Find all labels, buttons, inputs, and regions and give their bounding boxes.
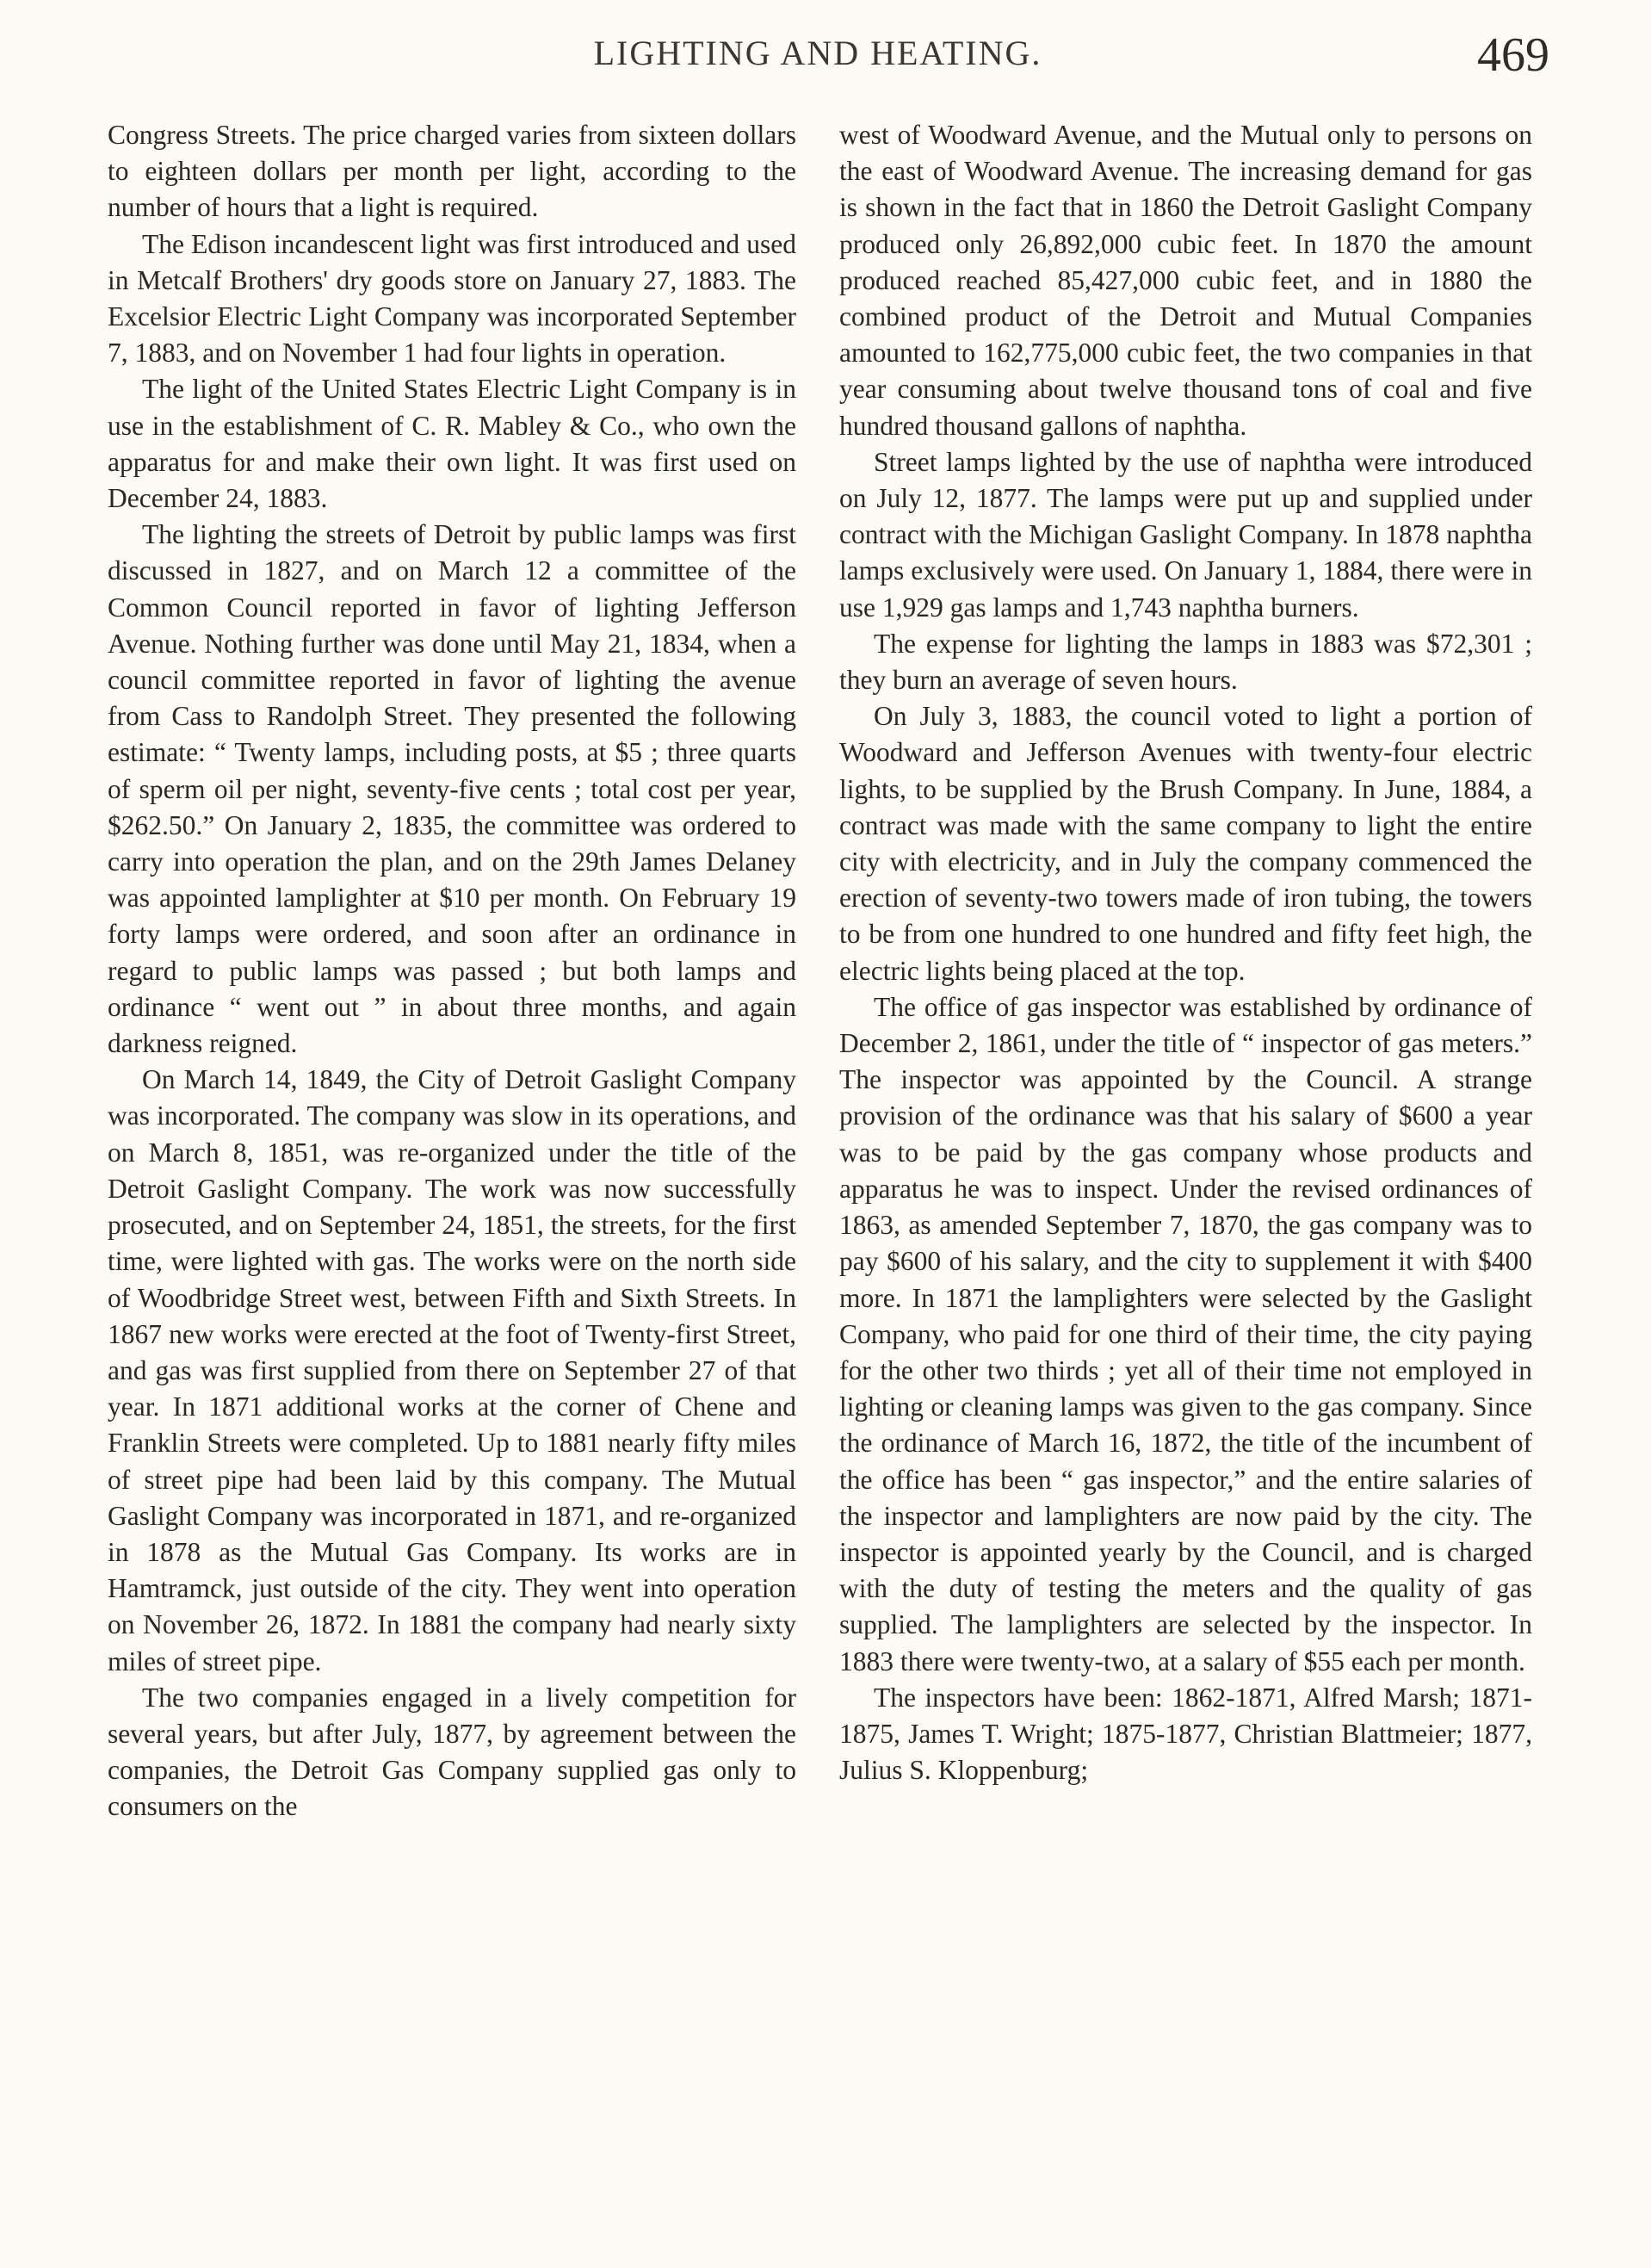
paragraph: The lighting the streets of Detroit by public lamps was first discussed in 1827, and on March 12 a committee of the Common Council reported in favor of lighting Jefferson Avenue. Nothing further was done until May 21, 1834, when a council committee reported in favor of lighting the avenue from Cass to Randolph Street. They presented the following estimate: “ Twenty lamps, including posts, at $5 ; three quarts of sperm oil per night, seventy-five cents ; total cost per year, $262.50.” On January 2, 1835, the committee was ordered to carry into operation the plan, and on the 29th James Delaney was appointed lamplighter at $10 per month. On February 19 forty lamps were ordered, and soon after an ordinance in regard to public lamps was passed ; but both lamps and ordinance “ went out ” in about three months, and again darkness reigned. bbox=[108, 519, 796, 1059]
page-number: 469 bbox=[1477, 28, 1549, 82]
paragraph: The light of the United States Electric Light Company is in use in the establishment of C. R. Mabley & Co., who own the apparatus for and make their own light. It was first used on December 24, 1883. bbox=[108, 374, 796, 514]
right-column bbox=[839, 117, 1532, 1788]
paragraph: Street lamps lighted by the use of naphtha were introduced on July 12, 1877. The lamps were put up and supplied under contract with the Michigan Gaslight Company. In 1878 naphtha lamps exclusively were used. On January 1, 1884, there were in use 1,929 gas lamps and 1,743 naphtha burners. bbox=[839, 446, 1532, 623]
paragraph: The two companies engaged in a lively competition for several years, but after July, 1877, by agreement between the companies, the Detroit Gas Company supplied gas only to consumers on the bbox=[108, 1682, 796, 1822]
paragraph: west of Woodward Avenue, and the Mutual only to persons on the east of Woodward Avenue. The increasing demand for gas is shown in the fact that in 1860 the Detroit Gaslight Company produced only 26,892,000 cubic feet. In 1870 the amount produced reached 85,427,000 cubic feet, and in 1880 the combined product of the Detroit and Mutual Companies amounted to 162,775,000 cubic feet, the two companies in that year consuming about twelve thousand tons of coal and five hundred thousand gallons of naphtha. bbox=[839, 120, 1532, 441]
paragraph: The office of gas inspector was established by ordinance of December 2, 1861, under the title of “ inspector of gas meters.” The inspector was appointed by the Council. A strange provision of the ordinance was that his salary of $600 a year was to be paid by the gas company whose products and apparatus he was to inspect. Under the revised ordinances of 1863, as amended September 7, 1870, the gas company was to pay $600 of his salary, and the city to supplement it with $400 more. In 1871 the lamplighters were selected by the Gaslight Company, who paid for one third of their time, the city paying for the other two thirds ; yet all of their time not employed in lighting or cleaning lamps was given to the gas company. Since the ordinance of March 16, 1872, the title of the incumbent of the office has been “ gas inspector,” and the entire salaries of the inspector and lamplighters are now paid by the city. The inspector is appointed yearly by the Council, and is charged with the duty of testing the meters and the quality of gas supplied. The lamplighters are selected by the inspector. In 1883 there were twenty-two, at a salary of $55 each per month. bbox=[839, 991, 1532, 1676]
paragraph: The Edison incandescent light was first introduced and used in Metcalf Brothers' dry goods store on January 27, 1883. The Excelsior Electric Light Company was incorporated September 7, 1883, and on November 1 had four lights in operation. bbox=[108, 228, 796, 369]
paragraph: Congress Streets. The price charged varies from sixteen dollars to eighteen dollars per month per light, according to the number of hours that a light is required. bbox=[108, 120, 796, 223]
left-column bbox=[108, 117, 796, 1825]
running-head bbox=[0, 28, 1651, 84]
paragraph: On March 14, 1849, the City of Detroit Gaslight Company was incorporated. The company was slow in its operations, and on March 8, 1851, was re-organized under the title of the Detroit Gaslight Company. The work was now successfully prosecuted, and on September 24, 1851, the streets, for the first time, were lighted with gas. The works were on the north side of Woodbridge Street west, between Fifth and Sixth Streets. In 1867 new works were erected at the foot of Twenty-first Street, and gas was first supplied from there on September 27 of that year. In 1871 additional works at the corner of Chene and Franklin Streets were completed. Up to 1881 nearly fifty miles of street pipe had been laid by this company. The Mutual Gaslight Company was incorporated in 1871, and re-organized in 1878 as the Mutual Gas Company. Its works are in Hamtramck, just outside of the city. They went into operation on November 26, 1872. In 1881 the company had nearly sixty miles of street pipe. bbox=[108, 1064, 796, 1676]
paragraph: On July 3, 1883, the council voted to light a portion of Woodward and Jefferson Avenues with twenty-four electric lights, to be supplied by the Brush Company. In June, 1884, a contract was made with the same company to light the entire city with electricity, and in July the company commenced the erection of seventy-two towers made of iron tubing, the towers to be from one hundred to one hundred and fifty feet high, the electric lights being placed at the top. bbox=[839, 701, 1532, 986]
paragraph: The expense for lighting the lamps in 1883 was $72,301 ; they burn an average of seven hours. bbox=[839, 628, 1532, 696]
running-head-title: LIGHTING AND HEATING. bbox=[593, 34, 1042, 72]
paragraph: The inspectors have been: 1862-1871, Alfred Marsh; 1871-1875, James T. Wright; 1875-1877, Christian Blattmeier; 1877, Julius S. Kloppenburg; bbox=[839, 1682, 1532, 1786]
